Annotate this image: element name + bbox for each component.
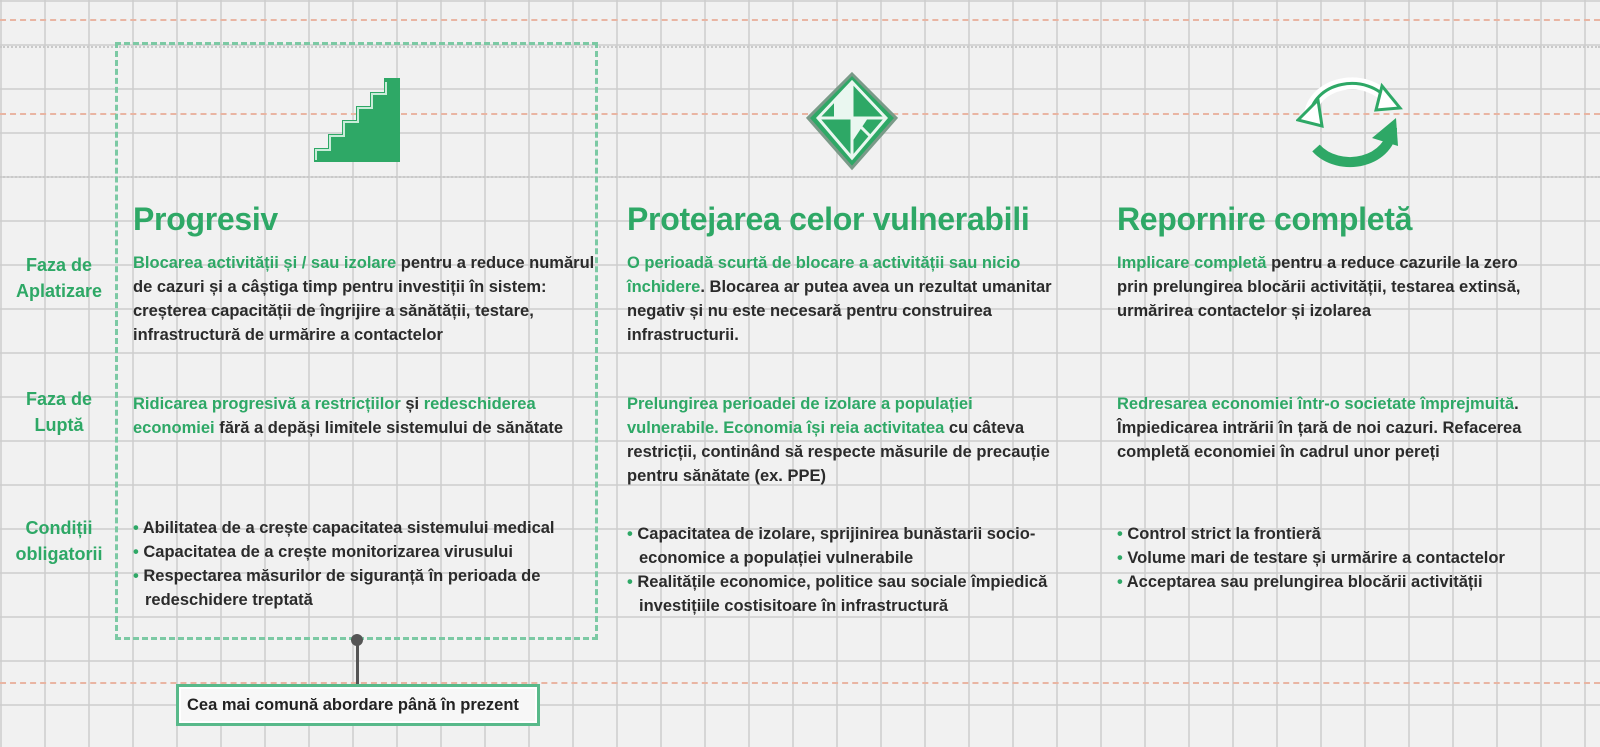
protect-fight-text: Prelungirea perioadei de izolare a populației vulnerabile. Economia își reia activitatea cu câteva restricții, continând să respecte măsurile de precauție pentru sănătate (ex. PPE): [627, 395, 1050, 485]
progressive-flattening-text: Blocarea activității și / sau izolare pentru a reduce numărul de cazuri și a câștiga timp pentru investiții în sistem: creșterea capacității de îngrijire a sănătății, testare, infrastructură de urmărire a contactelor: [133, 254, 595, 344]
list-item: • Respectarea măsurilor de siguranță în perioada de redeschidere treptată: [133, 567, 541, 609]
row-label-conditions: Condiții obligatorii: [15, 518, 103, 564]
restart-flattening-text: Implicare completă pentru a reduce cazurile la zero prin prelungirea blocării activității, testarea extinsă, urmărirea contactelor și izolarea: [1117, 254, 1521, 320]
column-title-progressive: Progresiv: [133, 201, 278, 237]
protect-flattening-text: O perioadă scurtă de blocare a activității sau nicio închidere. Blocarea ar putea avea un rezultat umanitar negativ și nu este necesară pentru construirea infrastructurii.: [627, 254, 1052, 344]
row-label-flattening: Faza de Aplatizare: [15, 255, 103, 301]
list-item: • Acceptarea sau prelungirea blocării activității: [1117, 573, 1483, 591]
staircase-icon: [314, 78, 404, 166]
guide-line: [0, 19, 1600, 21]
column-title-protect-vulnerable: Protejarea celor vulnerabili: [627, 201, 1030, 237]
progressive-fight-text: Ridicarea progresivă a restricțiilor și redeschiderea economiei fără a depăși limitele sistemului de sănătate: [133, 395, 564, 437]
progressive-conditions-list: [133, 516, 583, 612]
most-common-approach-callout: Cea mai comună abordare până în prezent: [176, 684, 540, 726]
list-item: • Abilitatea de a crește capacitatea sistemului medical: [133, 519, 555, 537]
column-title-full-restart: Repornire completă: [1117, 201, 1413, 237]
restart-fight-text: Redresarea economiei într-o societate împrejmuită. Împiedicarea intrării în țară de noi cazuri. Refacerea completă economiei în cadrul unor pereți: [1117, 395, 1522, 461]
list-item: • Volume mari de testare și urmărire a contactelor: [1117, 549, 1505, 567]
list-item: • Control strict la frontieră: [1117, 525, 1321, 543]
protect-conditions-list: [627, 522, 1057, 618]
list-item: • Capacitatea de izolare, sprijinirea bunăstarii socio-economice a populației vulnerabile: [627, 525, 1036, 567]
connector-line: [356, 640, 359, 684]
shield-diamond-icon: [804, 72, 900, 172]
row-label-fight: Faza de Luptă: [25, 389, 93, 435]
restart-cycle-icon: [1296, 76, 1406, 172]
list-item: • Capacitatea de a crește monitorizarea virusului: [133, 543, 513, 561]
list-item: • Realitățile economice, politice sau sociale împiedică investițiile costisitoare în infrastructură: [627, 573, 1048, 615]
restart-conditions-list: [1117, 522, 1577, 594]
